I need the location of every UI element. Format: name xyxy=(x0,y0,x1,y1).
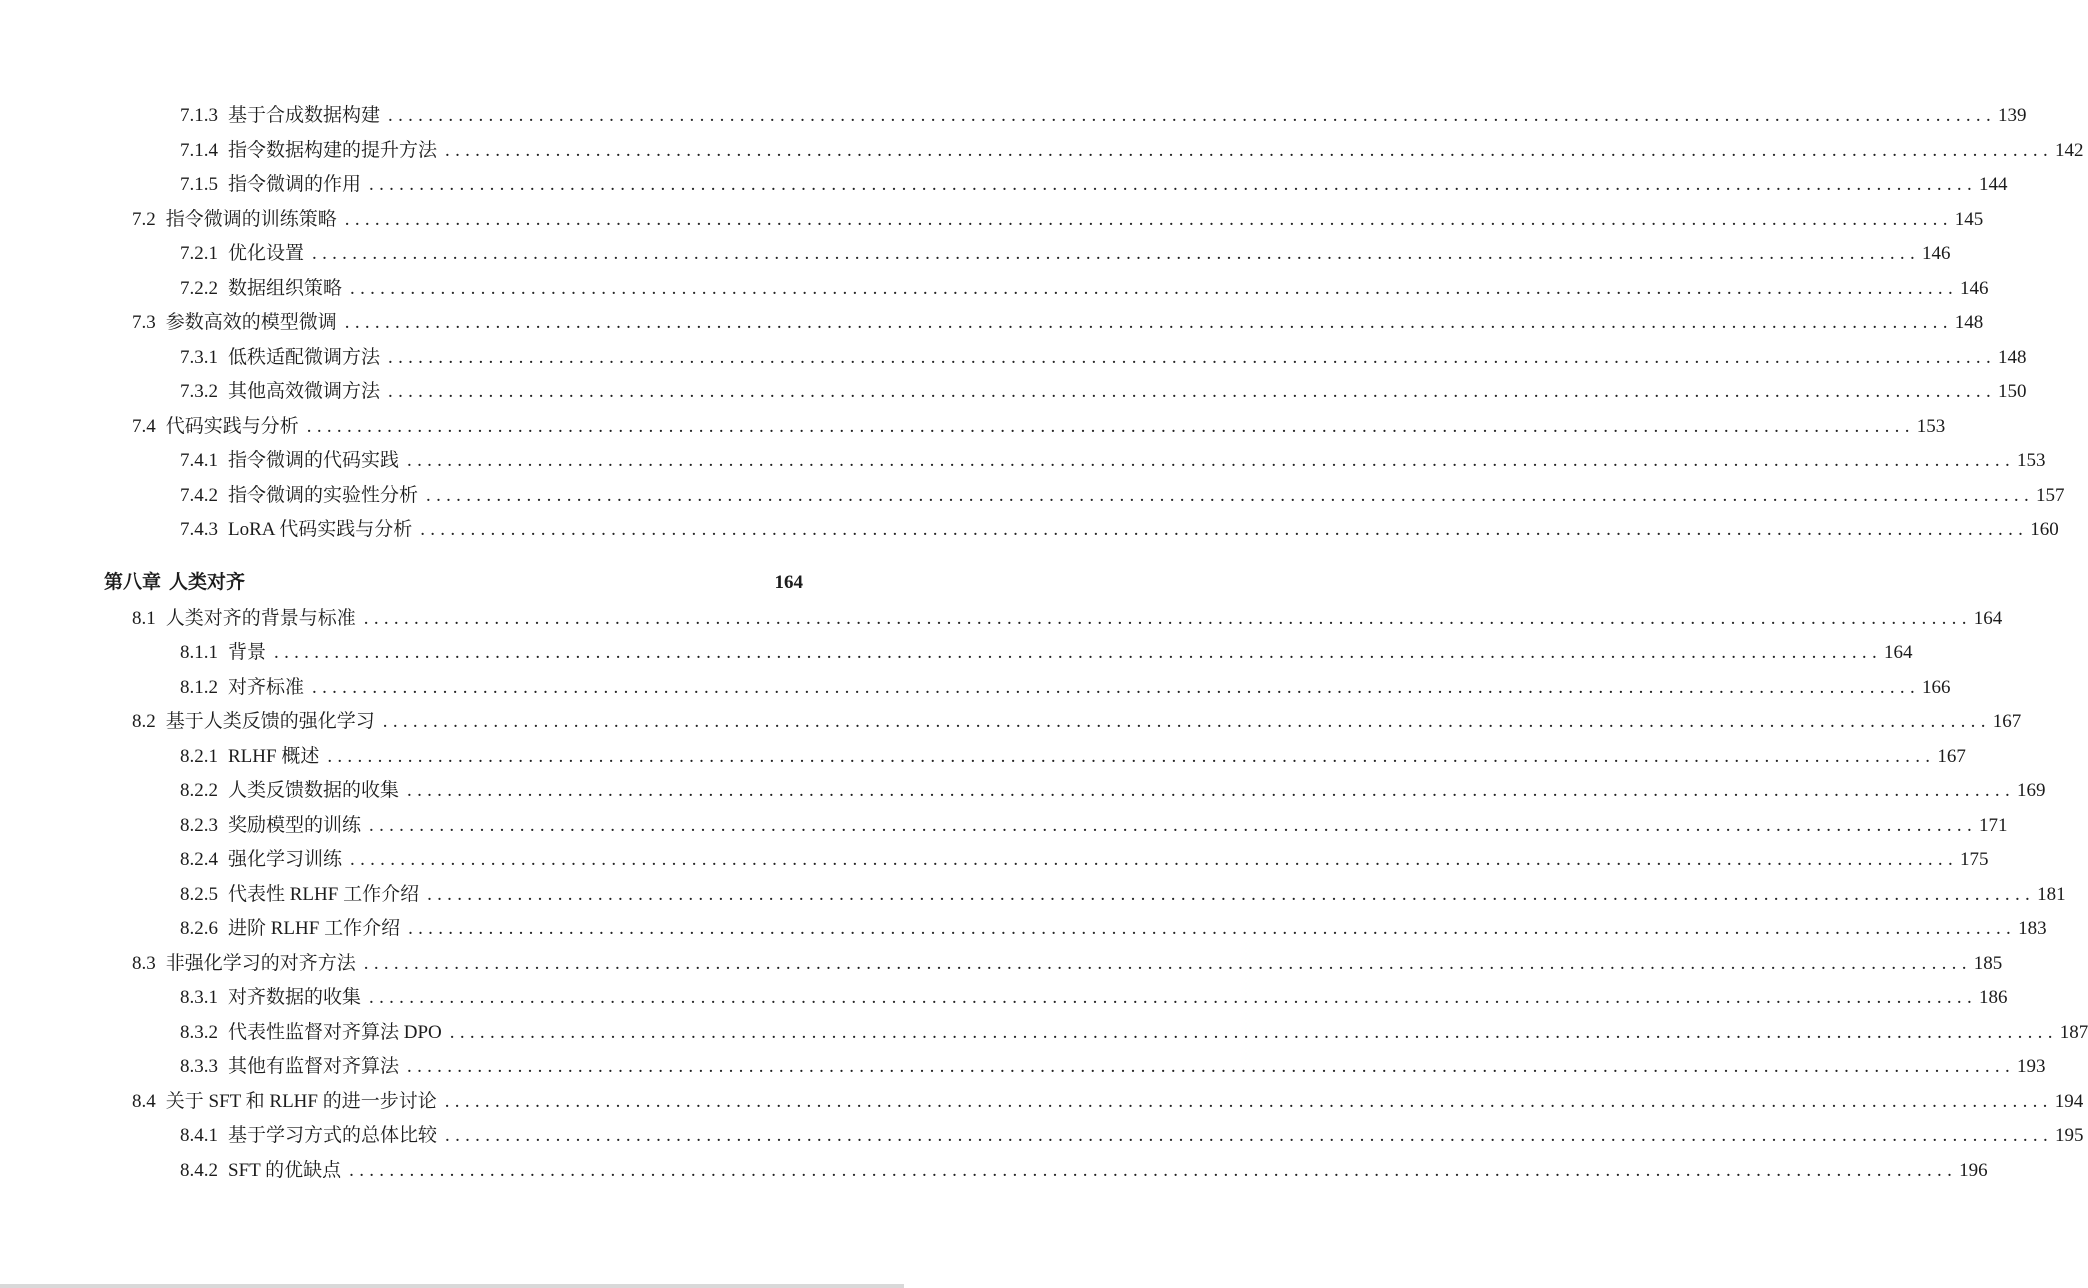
toc-entry-page-number: 175 xyxy=(1960,849,1989,870)
dot-leader: ................................................................................................................................................................ xyxy=(388,105,1997,126)
toc-entry-subsection[interactable] xyxy=(180,847,1989,873)
toc-entry-title: 数据组织策略 xyxy=(228,278,343,299)
toc-entry-page-number: 146 xyxy=(1960,278,1989,299)
toc-entry-subsection[interactable] xyxy=(180,640,1913,666)
page-bottom-edge xyxy=(0,1284,904,1288)
toc-entry-subsection[interactable] xyxy=(180,985,2008,1011)
toc-entry-number: 7.1.5 xyxy=(180,174,218,195)
toc-entry-number: 第八章 xyxy=(104,572,162,593)
toc-entry-subsection[interactable] xyxy=(180,1020,2088,1046)
toc-entry-number: 8.3.1 xyxy=(180,987,218,1008)
toc-entry-page-number: 160 xyxy=(2030,519,2059,540)
toc-entry-number: 7.3 xyxy=(132,312,156,333)
toc-entry-page-number: 142 xyxy=(2055,140,2084,161)
dot-leader: ................................................................................................................................................................ xyxy=(312,243,1921,264)
toc-entry-section[interactable] xyxy=(132,606,2003,632)
dot-leader: ................................................................................................................................................................ xyxy=(369,815,1978,836)
toc-entry-subsection[interactable] xyxy=(180,1054,2046,1080)
toc-entry-page-number: 146 xyxy=(1922,243,1951,264)
toc-entry-title: 其他有监督对齐算法 xyxy=(228,1056,400,1077)
toc-entry-title: 基于学习方式的总体比较 xyxy=(228,1125,438,1146)
toc-entry-page-number: 145 xyxy=(1954,209,1984,230)
toc-entry-title: 其他高效微调方法 xyxy=(228,381,381,402)
toc-entry-subsection[interactable] xyxy=(180,675,1951,701)
toc-entry-page-number: 139 xyxy=(1998,105,2027,126)
toc-entry-subsection[interactable] xyxy=(180,103,2027,129)
dot-leader: ................................................................................................................................................................ xyxy=(306,416,1915,437)
toc-entry-number: 8.3 xyxy=(132,953,156,974)
dot-leader: ................................................................................................................................................................ xyxy=(350,849,1959,870)
toc-entry-page-number: 183 xyxy=(2018,918,2047,939)
toc-entry-number: 7.3.2 xyxy=(180,381,218,402)
dot-leader: ................................................................................................................................................................ xyxy=(426,485,2035,506)
toc-entry-title: 对齐标准 xyxy=(228,677,305,698)
toc-entry-section[interactable] xyxy=(132,1089,2084,1115)
toc-entry-page-number: 164 xyxy=(1973,608,2003,629)
toc-entry-page-number: 169 xyxy=(2017,780,2046,801)
toc-entry-page-number: 164 xyxy=(774,572,803,593)
dot-leader: ................................................................................................................................................................ xyxy=(363,953,1972,974)
toc-entry-subsection[interactable] xyxy=(180,138,2084,164)
toc-entry-subsection[interactable] xyxy=(180,172,2008,198)
toc-entry-page-number: 193 xyxy=(2017,1056,2046,1077)
toc-entry-number: 8.1.1 xyxy=(180,642,218,663)
toc-entry-page-number: 153 xyxy=(1916,416,1946,437)
toc-entry-page-number: 167 xyxy=(1992,711,2022,732)
toc-entry-page-number: 153 xyxy=(2017,450,2046,471)
toc-entry-title: 对齐数据的收集 xyxy=(228,987,362,1008)
toc-entry-page-number: 166 xyxy=(1922,677,1951,698)
dot-leader: ................................................................................................................................................................ xyxy=(407,450,2016,471)
toc-entry-number: 7.2.2 xyxy=(180,278,218,299)
toc-entry-subsection[interactable] xyxy=(180,448,2046,474)
toc-entry-title: SFT 的优缺点 xyxy=(228,1160,342,1181)
toc-entry-subsection[interactable] xyxy=(180,778,2046,804)
toc-entry-title: 人类对齐的背景与标准 xyxy=(165,608,356,629)
toc-entry-section[interactable] xyxy=(132,709,2022,735)
dot-leader: ................................................................................................................................................................ xyxy=(420,519,2029,540)
toc-entry-title: 指令微调的实验性分析 xyxy=(228,485,419,506)
toc-entry-page-number: 186 xyxy=(1979,987,2008,1008)
toc-entry-page-number: 150 xyxy=(1998,381,2027,402)
toc-entry-title: 人类反馈数据的收集 xyxy=(228,780,400,801)
toc-entry-page-number: 181 xyxy=(2037,884,2066,905)
dot-leader: ................................................................................................................................................................ xyxy=(444,1091,2053,1112)
toc-entry-title: 强化学习训练 xyxy=(228,849,343,870)
toc-entry-title: 奖励模型的训练 xyxy=(228,815,362,836)
toc-entry-title: 进阶 RLHF 工作介绍 xyxy=(228,918,401,939)
toc-entry-subsection[interactable] xyxy=(180,813,2008,839)
dot-leader: ................................................................................................................................................................ xyxy=(344,312,1953,333)
toc-entry-number: 8.4.2 xyxy=(180,1160,218,1181)
dot-leader: ................................................................................................................................................................ xyxy=(344,209,1953,230)
toc-entry-number: 8.4 xyxy=(132,1091,156,1112)
toc-entry-subsection[interactable] xyxy=(180,916,2047,942)
toc-entry-title: 指令数据构建的提升方法 xyxy=(228,140,438,161)
dot-leader: ................................................................................................................................................................ xyxy=(327,746,1936,767)
toc-entry-page-number: 185 xyxy=(1973,953,2003,974)
toc-entry-title: 关于 SFT 和 RLHF 的进一步讨论 xyxy=(165,1091,437,1112)
toc-entry-title: 人类对齐 xyxy=(169,572,246,593)
toc-entry-subsection[interactable] xyxy=(180,744,1966,770)
toc-entry-title: 指令微调的代码实践 xyxy=(228,450,400,471)
toc-entry-number: 7.2 xyxy=(132,209,156,230)
dot-leader: ................................................................................................................................................................ xyxy=(445,1125,2054,1146)
toc-entry-page-number: 194 xyxy=(2054,1091,2084,1112)
toc-entry-chapter[interactable] xyxy=(104,570,803,596)
toc-entry-number: 8.3.2 xyxy=(180,1022,218,1043)
toc-entry-title: 代码实践与分析 xyxy=(165,416,299,437)
toc-entry-number: 7.3.1 xyxy=(180,347,218,368)
toc-entry-subsection[interactable] xyxy=(180,276,1989,302)
toc-entry-title: 非强化学习的对齐方法 xyxy=(165,953,356,974)
toc-entry-title: 优化设置 xyxy=(228,243,305,264)
toc-entry-title: 代表性监督对齐算法 DPO xyxy=(228,1022,442,1043)
toc-entry-number: 8.2.3 xyxy=(180,815,218,836)
toc-entry-page-number: 157 xyxy=(2036,485,2065,506)
toc-entry-title: RLHF 概述 xyxy=(228,746,320,767)
toc-entry-section[interactable] xyxy=(132,310,1984,336)
toc-entry-number: 8.2.4 xyxy=(180,849,218,870)
toc-entry-title: 指令微调的作用 xyxy=(228,174,362,195)
toc-entry-number: 8.2.1 xyxy=(180,746,218,767)
dot-leader: ................................................................................................................................................................ xyxy=(449,1022,2058,1043)
dot-leader: ................................................................................................................................................................ xyxy=(388,381,1997,402)
toc-entry-subsection[interactable] xyxy=(180,345,2027,371)
toc-entry-page-number: 171 xyxy=(1979,815,2008,836)
dot-leader: ................................................................................................................................................................ xyxy=(427,884,2036,905)
toc-entry-number: 7.2.1 xyxy=(180,243,218,264)
toc-entry-subsection[interactable] xyxy=(180,379,2027,405)
toc-entry-page-number: 148 xyxy=(1998,347,2027,368)
toc-entry-number: 7.1.3 xyxy=(180,105,218,126)
toc-entry-page-number: 164 xyxy=(1884,642,1913,663)
toc-entry-number: 8.1 xyxy=(132,608,156,629)
toc-entry-title: LoRA 代码实践与分析 xyxy=(228,519,413,540)
toc-entry-section[interactable] xyxy=(132,207,1984,233)
toc-entry-number: 7.1.4 xyxy=(180,140,218,161)
dot-leader: ................................................................................................................................................................ xyxy=(312,677,1921,698)
dot-leader: ................................................................................................................................................................ xyxy=(274,642,1883,663)
dot-leader: ................................................................................................................................................................ xyxy=(369,174,1978,195)
toc-entry-title: 基于人类反馈的强化学习 xyxy=(165,711,375,732)
toc-entry-section[interactable] xyxy=(132,951,2003,977)
dot-leader: ................................................................................................................................................................ xyxy=(350,278,1959,299)
dot-leader: ................................................................................................................................................................ xyxy=(382,711,1991,732)
toc-entry-number: 8.2.6 xyxy=(180,918,218,939)
toc-entry-subsection[interactable] xyxy=(180,241,1951,267)
toc-entry-title: 基于合成数据构建 xyxy=(228,105,381,126)
dot-leader: ................................................................................................................................................................ xyxy=(388,347,1997,368)
toc-entry-page-number: 148 xyxy=(1954,312,1984,333)
toc-entry-subsection[interactable] xyxy=(180,1123,2084,1149)
dot-leader: ................................................................................................................................................................ xyxy=(363,608,1972,629)
toc-entry-number: 7.4.1 xyxy=(180,450,218,471)
toc-entry-page-number: 187 xyxy=(2059,1022,2088,1043)
toc-entry-number: 7.4 xyxy=(132,416,156,437)
toc-entry-title: 指令微调的训练策略 xyxy=(165,209,337,230)
toc-entry-title: 背景 xyxy=(228,642,267,663)
dot-leader: ................................................................................................................................................................ xyxy=(408,918,2017,939)
toc-entry-number: 8.3.3 xyxy=(180,1056,218,1077)
toc-entry-title: 代表性 RLHF 工作介绍 xyxy=(228,884,420,905)
toc-entry-number: 7.4.3 xyxy=(180,519,218,540)
toc-entry-page-number: 167 xyxy=(1937,746,1966,767)
dot-leader: ................................................................................................................................................................ xyxy=(369,987,1978,1008)
toc-entry-number: 8.2.2 xyxy=(180,780,218,801)
toc-entry-subsection[interactable] xyxy=(180,882,2066,908)
toc-entry-number: 8.1.2 xyxy=(180,677,218,698)
toc-entry-title: 参数高效的模型微调 xyxy=(165,312,337,333)
toc-entry-number: 8.2 xyxy=(132,711,156,732)
toc-entry-title: 低秩适配微调方法 xyxy=(228,347,381,368)
dot-leader: ................................................................................................................................................................ xyxy=(407,1056,2016,1077)
toc-entry-number: 8.2.5 xyxy=(180,884,218,905)
toc-entry-subsection[interactable] xyxy=(180,1158,1988,1184)
toc-entry-page-number: 195 xyxy=(2055,1125,2084,1146)
toc-entry-section[interactable] xyxy=(132,414,1946,440)
toc-entry-number: 7.4.2 xyxy=(180,485,218,506)
toc-entry-number: 8.4.1 xyxy=(180,1125,218,1146)
dot-leader: ................................................................................................................................................................ xyxy=(445,140,2054,161)
dot-leader: ................................................................................................................................................................ xyxy=(349,1160,1958,1181)
toc-entry-page-number: 196 xyxy=(1959,1160,1988,1181)
toc-entry-page-number: 144 xyxy=(1979,174,2008,195)
toc-entry-subsection[interactable] xyxy=(180,517,2059,543)
dot-leader: ................................................................................................................................................................ xyxy=(407,780,2016,801)
toc-entry-subsection[interactable] xyxy=(180,483,2065,509)
